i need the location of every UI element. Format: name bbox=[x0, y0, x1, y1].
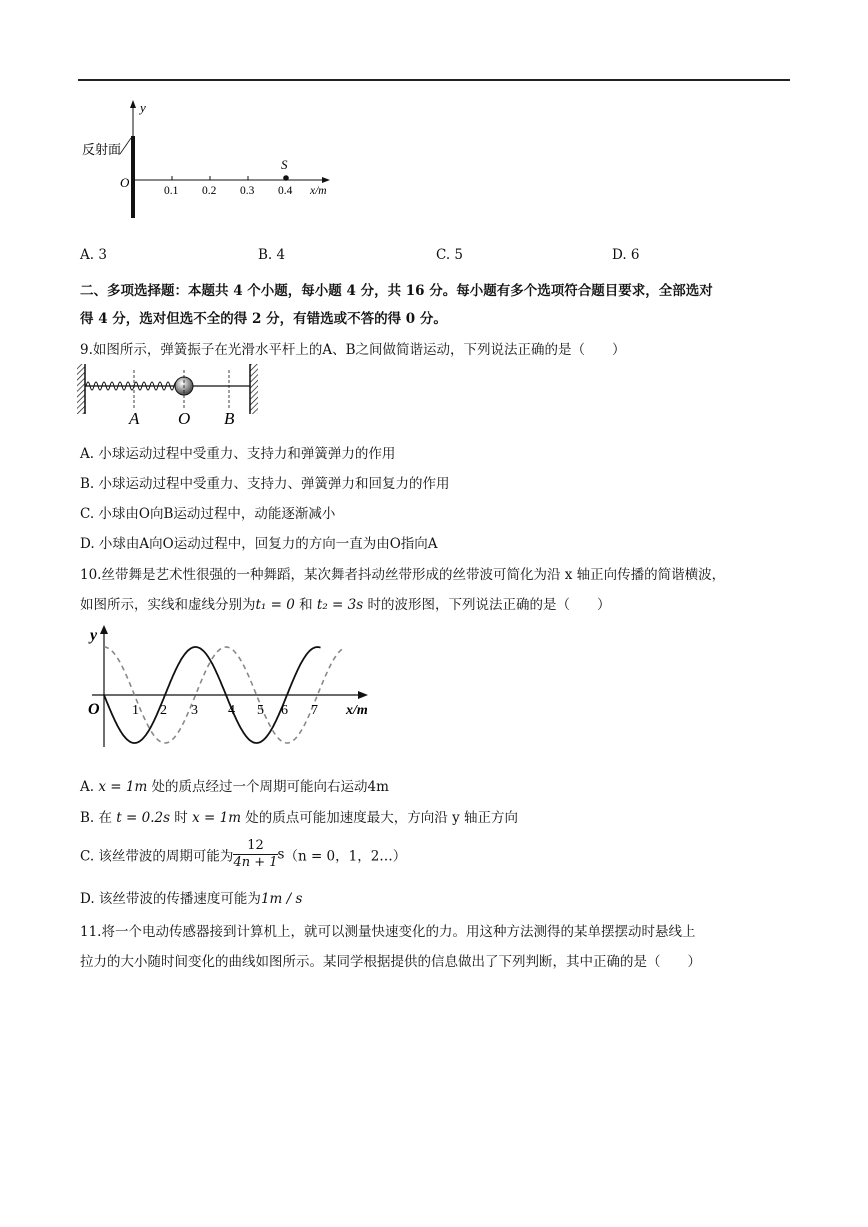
q10-line2: 如图所示，实线和虚线分别为t₁ = 0 和 t₂ = 3s 时的波形图，下列说法正确的是（ ） bbox=[80, 597, 611, 613]
wave-tick: 1 bbox=[132, 703, 139, 718]
fig1-ticks bbox=[172, 176, 286, 180]
reflection-figure bbox=[78, 98, 348, 223]
period-fraction: $\frac{12}{4n + 1}$ bbox=[233, 838, 278, 870]
q10-line1: 10.丝带舞是艺术性很强的一种舞蹈，某次舞者抖动丝带形成的丝带波可简化为沿 x 轴正向传播的简谐横波， bbox=[80, 567, 726, 583]
q11-line1: 11.将一个电动传感器接到计算机上，就可以测量快速变化的力。用这种方法测得的某单摆摆动时悬线上 bbox=[80, 924, 696, 940]
fig1-surface-label: 反射面 bbox=[82, 142, 122, 157]
wave-tick: 5 bbox=[257, 703, 264, 718]
wave-x-label: x/m bbox=[346, 703, 368, 718]
q10-option-c[interactable]: C. 该丝带波的周期可能为 $\frac{12}{4n + 1}$ s（n = 0，1，2…） bbox=[80, 838, 407, 870]
fig1-tick-label: 0.4 bbox=[278, 185, 293, 197]
wave-tick: 3 bbox=[191, 703, 198, 718]
wave-tick: 4 bbox=[228, 703, 235, 718]
q8-option-b[interactable]: B. 4 bbox=[258, 247, 286, 263]
q9-stem: 9.如图所示，弹簧振子在光滑水平杆上的A、B之间做简谐运动，下列说法正确的是（ ） bbox=[80, 342, 626, 358]
q10-option-b[interactable]: B. 在 t = 0.2s 时 x = 1m 处的质点可能加速度最大，方向沿 y 轴正方向 bbox=[80, 810, 519, 826]
spring-label-b: B bbox=[224, 409, 235, 428]
spring-label-o: O bbox=[178, 409, 191, 428]
fig1-x-label: x/m bbox=[310, 185, 327, 197]
fig1-source-label: S bbox=[281, 157, 288, 172]
q11-line2: 拉力的大小随时间变化的曲线如图所示。某同学根据提供的信息做出了下列判断，其中正确的是（ ） bbox=[80, 954, 701, 970]
fig1-tick-label: 0.3 bbox=[240, 185, 255, 197]
q10-option-d[interactable]: D. 该丝带波的传播速度可能为1m / s bbox=[80, 891, 303, 907]
wave-tick: 6 bbox=[281, 703, 288, 718]
wave-origin: O bbox=[88, 701, 100, 718]
source-point bbox=[283, 175, 289, 181]
wave-figure bbox=[82, 622, 382, 752]
q9-option-c[interactable]: C. 小球由O向B运动过程中，动能逐渐减小 bbox=[80, 506, 336, 522]
q8-option-a[interactable]: A. 3 bbox=[80, 247, 107, 263]
spring-label-a: A bbox=[129, 409, 140, 428]
wave-tick: 7 bbox=[311, 703, 318, 718]
spring-oscillator-figure bbox=[74, 360, 274, 428]
fig1-origin: O bbox=[120, 175, 130, 190]
section2-line2: 得 4 分，选对但选不全的得 2 分，有错选或不答的得 0 分。 bbox=[80, 311, 447, 327]
q9-option-a[interactable]: A. 小球运动过程中受重力、支持力和弹簧弹力的作用 bbox=[80, 446, 396, 462]
wave-tick: 2 bbox=[160, 703, 167, 718]
q8-option-c[interactable]: C. 5 bbox=[436, 247, 464, 263]
wave-y-label: y bbox=[90, 627, 98, 644]
q10-option-a[interactable]: A. x = 1m 处的质点经过一个周期可能向右运动4m bbox=[80, 779, 389, 795]
fig1-tick-label: 0.1 bbox=[164, 185, 179, 197]
fig1-y-label: y bbox=[140, 100, 146, 115]
header-rule bbox=[78, 79, 790, 81]
fig1-tick-label: 0.2 bbox=[202, 185, 217, 197]
q9-option-d[interactable]: D. 小球由A向O运动过程中，回复力的方向一直为由O指向A bbox=[80, 536, 438, 552]
q8-option-d[interactable]: D. 6 bbox=[612, 247, 640, 263]
q9-option-b[interactable]: B. 小球运动过程中受重力、支持力、弹簧弹力和回复力的作用 bbox=[80, 476, 450, 492]
section2-line1: 二、多项选择题：本题共 4 个小题，每小题 4 分，共 16 分。每小题有多个选项符合题目要求，全部选对 bbox=[80, 283, 713, 299]
